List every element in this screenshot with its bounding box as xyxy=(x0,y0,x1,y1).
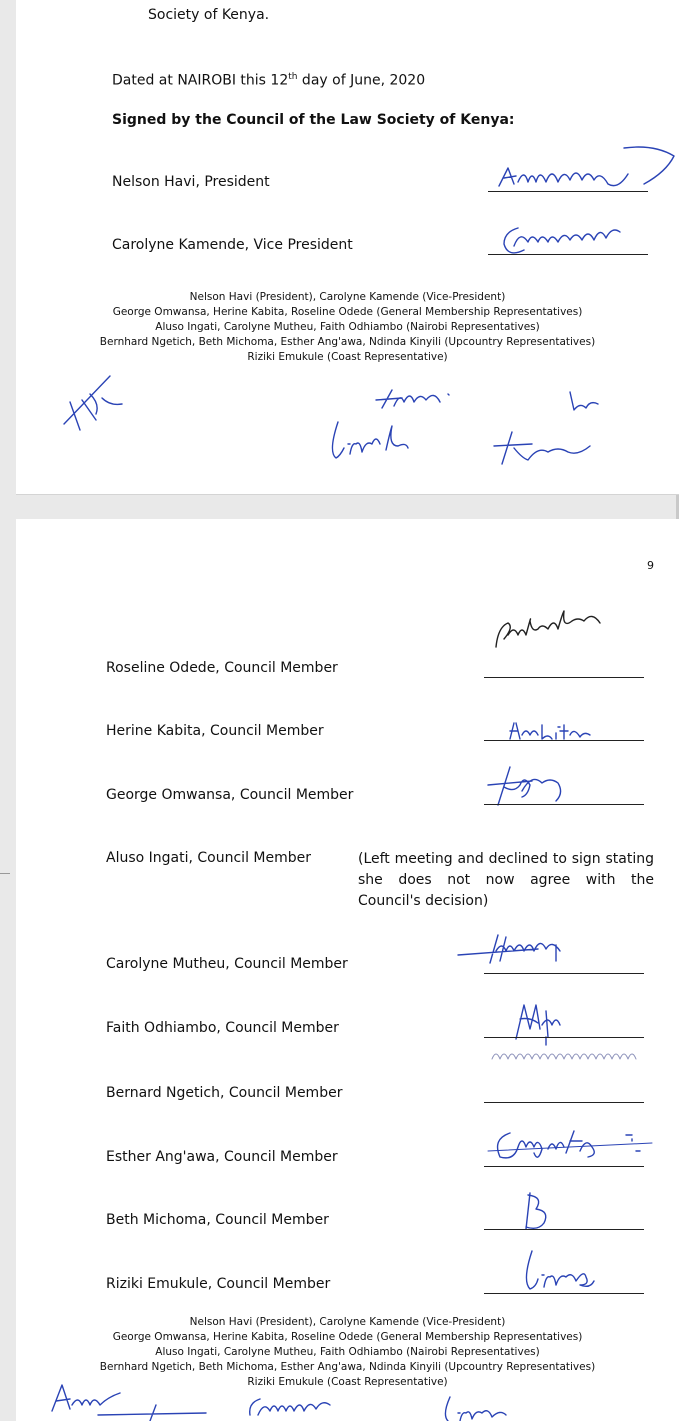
signature-line-ngetich xyxy=(484,1102,644,1103)
society-continued-text: Society of Kenya. xyxy=(148,7,270,23)
signature-line-michoma xyxy=(484,1229,644,1230)
signature-mutheu-icon xyxy=(456,931,586,969)
signatory-president-name: Nelson Havi, President xyxy=(112,174,270,190)
footer-line: Bernhard Ngetich, Beth Michoma, Esther Ang'awa, Ndinda Kinyili (Upcountry Representatives) xyxy=(99,336,596,348)
signature-kamende-icon xyxy=(496,218,646,260)
member-mutheu-name: Carolyne Mutheu, Council Member xyxy=(106,956,348,972)
signature-mutheu-initial-icon xyxy=(372,384,472,414)
signature-omwansa-partial-icon xyxy=(96,1403,216,1421)
signature-line-odhiambo xyxy=(484,1037,644,1038)
signature-odede-icon xyxy=(486,607,636,653)
document-page-2 xyxy=(16,519,679,1421)
member-ngetich-name: Bernard Ngetich, Council Member xyxy=(106,1085,343,1101)
member-michoma-name: Beth Michoma, Council Member xyxy=(106,1212,329,1228)
member-angawa-name: Esther Ang'awa, Council Member xyxy=(106,1149,338,1165)
footer-line: George Omwansa, Herine Kabita, Roseline Odede (General Membership Representatives) xyxy=(112,1331,583,1343)
signature-line-omwansa xyxy=(484,804,644,805)
footer-line: Aluso Ingati, Carolyne Mutheu, Faith Odhiambo (Nairobi Representatives) xyxy=(155,321,540,333)
signature-angawa-icon xyxy=(486,1123,656,1169)
footer-line: Riziki Emukule (Coast Representative) xyxy=(247,351,448,363)
council-footer-1 xyxy=(16,290,679,365)
signature-omwansa-initial-icon xyxy=(492,428,592,468)
member-kabita-name: Herine Kabita, Council Member xyxy=(106,723,324,739)
signature-michoma-initial-icon xyxy=(564,388,604,414)
dated-suffix: day of June, 2020 xyxy=(297,72,426,89)
signature-initials-1-icon xyxy=(52,372,132,438)
signature-linda-partial-icon xyxy=(436,1393,526,1421)
footer-line: George Omwansa, Herine Kabita, Roseline Odede (General Membership Representatives) xyxy=(112,306,583,318)
footer-line: Bernhard Ngetich, Beth Michoma, Esther Ang'awa, Ndinda Kinyili (Upcountry Representatives) xyxy=(99,1361,596,1373)
member-ingati-name: Aluso Ingati, Council Member xyxy=(106,850,311,866)
signature-line-odede xyxy=(484,677,644,678)
footer-line: Nelson Havi (President), Carolyne Kamende (Vice-President) xyxy=(189,1316,506,1328)
signature-michoma-icon xyxy=(516,1189,556,1233)
footer-line: Riziki Emukule (Coast Representative) xyxy=(247,1376,448,1388)
member-emukule-name: Riziki Emukule, Council Member xyxy=(106,1276,331,1292)
dated-prefix: Dated at NAIROBI this 12 xyxy=(112,72,289,89)
signature-havi-icon xyxy=(494,138,679,198)
document-page-1 xyxy=(16,0,679,494)
page-number: 9 xyxy=(647,559,654,572)
signature-omwansa-icon xyxy=(484,763,584,809)
signature-linda-icon xyxy=(324,414,414,464)
signatory-vice-president-name: Carolyne Kamende, Vice President xyxy=(112,237,353,253)
signature-line-emukule xyxy=(484,1293,644,1294)
signature-line-angawa xyxy=(484,1166,644,1167)
page-1-bottom-edge xyxy=(16,494,679,495)
signature-kamende-partial-icon xyxy=(244,1395,344,1421)
dated-sup: th xyxy=(288,72,298,82)
signature-line-kabita xyxy=(484,740,644,741)
member-odede-name: Roseline Odede, Council Member xyxy=(106,660,338,676)
signed-by-heading: Signed by the Council of the Law Society of Kenya: xyxy=(112,112,515,128)
margin-mark xyxy=(0,873,10,874)
member-omwansa-name: George Omwansa, Council Member xyxy=(106,787,354,803)
signature-line-mutheu xyxy=(484,973,644,974)
footer-line: Aluso Ingati, Carolyne Mutheu, Faith Odhiambo (Nairobi Representatives) xyxy=(155,1346,540,1358)
signature-odhiambo-icon xyxy=(486,999,656,1071)
member-odhiambo-name: Faith Odhiambo, Council Member xyxy=(106,1020,339,1036)
footer-line: Nelson Havi (President), Carolyne Kamende (Vice-President) xyxy=(189,291,506,303)
ingati-declined-note: (Left meeting and declined to sign stating she does not now agree with the Council's decision) xyxy=(358,851,654,909)
dated-line xyxy=(112,68,425,90)
signature-emukule-icon xyxy=(516,1247,636,1295)
